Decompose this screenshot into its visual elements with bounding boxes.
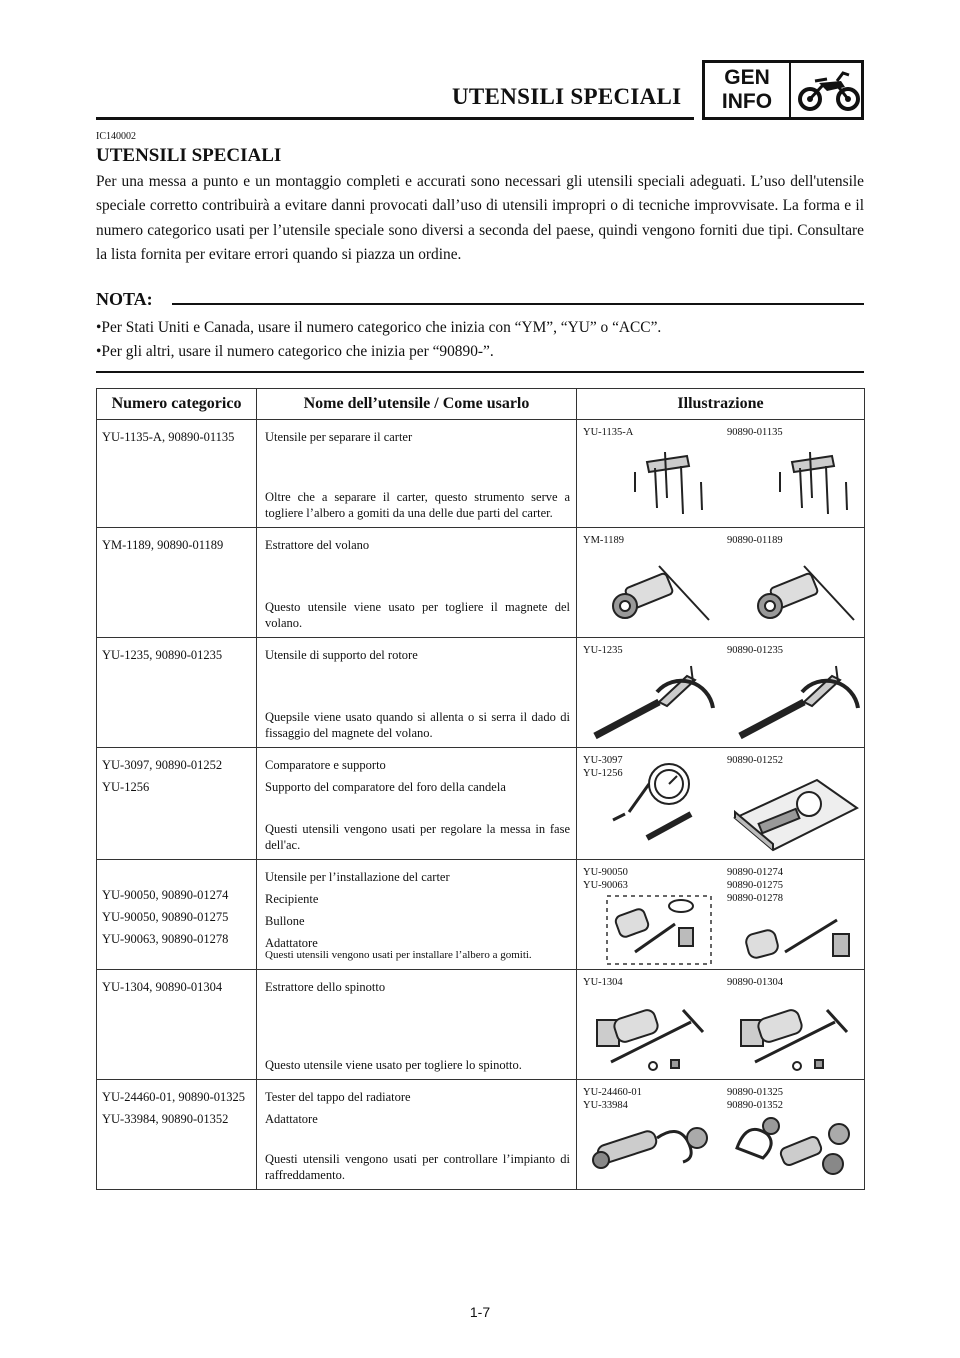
tool-description: Quepsile viene usato quando si allenta o si serra il dado di fissaggio del magnete del volano. <box>265 710 570 740</box>
tool-name: Utensile per l’installazione del carter <box>265 870 450 884</box>
tool-name: Tester del tappo del radiatore <box>265 1090 411 1104</box>
tool-name: Recipiente <box>265 892 319 906</box>
header-tool-name: Nome dell’utensile / Come usarlo <box>257 389 577 420</box>
table-row <box>97 528 865 638</box>
illustration-code: YU-1256 <box>583 768 623 779</box>
illustration-label <box>727 1086 783 1112</box>
nota-label: NOTA: <box>96 289 153 309</box>
table-row <box>97 638 865 748</box>
catalog-number: YU-1256 <box>102 780 150 794</box>
page-header-title: UTENSILI SPECIALI <box>452 84 682 109</box>
table-row <box>97 860 865 970</box>
tool-name-cell <box>257 420 577 528</box>
illustration-label: 90890-01235 <box>727 645 783 656</box>
illustration-code: YU-90050 <box>583 867 628 878</box>
illustration-label <box>583 1086 642 1112</box>
special-tools-table <box>96 388 865 1190</box>
tool-description: Questo utensile viene usato per togliere il magnete del volano. <box>265 600 570 630</box>
illustration-cell <box>577 860 865 970</box>
tool-description: Oltre che a separare il carter, questo strumento serve a togliere l’albero a gomiti da una delle due parti del carter. <box>265 490 570 520</box>
piston-pin-puller-drawing <box>591 996 717 1076</box>
table-header-row <box>97 389 865 420</box>
illustration-label: 90890-01304 <box>727 977 783 988</box>
nota-rule <box>172 303 864 305</box>
section-code: IC140002 <box>96 131 136 142</box>
table-row <box>97 970 865 1080</box>
catalog-number: YU-1304, 90890-01304 <box>102 980 223 994</box>
tool-name-cell <box>257 638 577 748</box>
illustration-cell <box>577 1080 865 1190</box>
page-number: 1-7 <box>469 1304 491 1320</box>
catalog-number-cell <box>97 528 257 638</box>
tool-name: Adattatore <box>265 1112 318 1126</box>
catalog-number-cell <box>97 1080 257 1190</box>
badge-separator <box>789 63 791 117</box>
catalog-number-cell <box>97 638 257 748</box>
catalog-number: YU-1235, 90890-01235 <box>102 648 223 662</box>
motorcycle-icon <box>797 67 861 113</box>
tool-description: Questi utensili vengono usati per regolare la messa in fase dell'ac. <box>265 822 570 852</box>
catalog-number-cell <box>97 860 257 970</box>
illustration-code: 90890-01275 <box>727 880 783 891</box>
tool-name-cell <box>257 748 577 860</box>
illustration-label: 90890-01135 <box>727 427 783 438</box>
tool-name: Utensile di supporto del rotore <box>265 648 418 662</box>
nota-bullet-text: Per gli altri, usare il numero categorico che inizia per “90890-”. <box>101 343 494 360</box>
illustration-code: YU-33984 <box>583 1100 628 1111</box>
illustration-code: 90890-01325 <box>727 1087 783 1098</box>
illustration-label: YU-1235 <box>583 645 623 656</box>
tool-name: Adattatore <box>265 936 318 950</box>
illustration-cell <box>577 748 865 860</box>
illustration-code: YU-24460-01 <box>583 1087 642 1098</box>
flywheel-puller-drawing <box>597 556 717 632</box>
catalog-number: YU-1135-A, 90890-01135 <box>102 430 235 444</box>
tool-name-cell <box>257 970 577 1080</box>
illustration-label <box>583 866 628 892</box>
header-illustration: Illustrazione <box>577 389 865 420</box>
catalog-number-cell <box>97 970 257 1080</box>
tool-name-cell <box>257 1080 577 1190</box>
catalog-number: YU-90050, 90890-01275 <box>102 910 229 924</box>
illustration-label: 90890-01189 <box>727 535 783 546</box>
illustration-label <box>727 866 783 905</box>
rotor-holder-drawing <box>732 662 862 744</box>
catalog-number: YU-90050, 90890-01274 <box>102 888 229 902</box>
radiator-cap-tester-drawing <box>727 1114 861 1180</box>
tool-name: Estrattore del volano <box>265 538 370 552</box>
table-row <box>97 1080 865 1190</box>
badge-line2: INFO <box>721 90 773 113</box>
badge-line1: GEN <box>724 66 770 89</box>
tool-description: Questi utensili vengono usati per installare l’albero a gomiti. <box>265 949 532 961</box>
tool-description: Questo utensile viene usato per togliere lo spinotto. <box>265 1058 522 1072</box>
tool-name: Comparatore e supporto <box>265 758 386 772</box>
nota-bullet: •Per Stati Uniti e Canada, usare il numero categorico che inizia con “YM”, “YU” o “ACC”. <box>96 319 662 336</box>
catalog-number-cell <box>97 420 257 528</box>
intro-paragraph: Per una messa a punto e un montaggio completi e accurati sono necessari gli utensili speciali adeguati. L’uso dell'utensile speciale corretto contribuirà a evitare danni provocati dall’uso di utensili impropri o di tecniche improvvisate. La forma e il numero categorico usati per l’utensile speciale sono diversi a seconda del paese, quindi vengono forniti due tipi. Consultare la lista fornita per evitare errori quando si piazza un ordine. <box>96 173 864 263</box>
nota-bottom-rule <box>96 371 864 373</box>
illustration-label: 90890-01252 <box>727 755 783 766</box>
tool-name: Bullone <box>265 914 305 928</box>
catalog-number: YU-24460-01, 90890-01325 <box>102 1090 246 1104</box>
illustration-code: YU-90063 <box>583 880 628 891</box>
catalog-number-cell <box>97 748 257 860</box>
nota-bullet: •Per gli altri, usare il numero categorico che inizia per “90890-”. <box>96 343 494 360</box>
illustration-code: 90890-01352 <box>727 1100 783 1111</box>
catalog-number: YU-33984, 90890-01352 <box>102 1112 229 1126</box>
dial-gauge-drawing <box>607 756 717 856</box>
table-row <box>97 420 865 528</box>
illustration-label: YU-1135-A <box>583 427 634 438</box>
crankshaft-installer-drawing <box>601 894 717 966</box>
piston-pin-puller-drawing <box>735 996 861 1076</box>
section-title: UTENSILI SPECIALI <box>96 145 282 166</box>
badge-label <box>711 66 783 114</box>
crankcase-separator-drawing <box>772 448 862 520</box>
rotor-holder-drawing <box>587 662 717 744</box>
flywheel-puller-drawing <box>742 556 862 632</box>
tool-name: Utensile per separare il carter <box>265 430 413 444</box>
tool-name-cell <box>257 528 577 638</box>
table-row <box>97 748 865 860</box>
illustration-cell <box>577 528 865 638</box>
illustration-code: YU-3097 <box>583 755 623 766</box>
crankcase-separator-drawing <box>627 448 717 520</box>
tool-name: Estrattore dello spinotto <box>265 980 386 994</box>
gauge-case-drawing <box>729 770 861 854</box>
nota-bullet-text: Per Stati Uniti e Canada, usare il numero categorico che inizia con “YM”, “YU” o “ACC”. <box>101 319 662 336</box>
tool-name: Supporto del comparatore del foro della candela <box>265 780 506 794</box>
header-catalog-number: Numero categorico <box>97 389 257 420</box>
illustration-label: YU-1304 <box>583 977 623 988</box>
illustration-code: 90890-01278 <box>727 893 783 904</box>
illustration-cell <box>577 420 865 528</box>
catalog-number: YU-90063, 90890-01278 <box>102 932 229 946</box>
catalog-number: YM-1189, 90890-01189 <box>102 538 224 552</box>
tool-name-cell <box>257 860 577 970</box>
radiator-cap-tester-drawing <box>587 1118 717 1178</box>
illustration-label: YM-1189 <box>583 535 625 546</box>
catalog-number: YU-3097, 90890-01252 <box>102 758 223 772</box>
gen-info-badge <box>702 60 864 120</box>
illustration-cell <box>577 638 865 748</box>
header-rule <box>96 117 694 120</box>
crankshaft-installer-drawing <box>737 912 861 968</box>
tool-description: Questi utensili vengono usati per controllare l’impianto di raffreddamento. <box>265 1152 570 1182</box>
illustration-code: 90890-01274 <box>727 867 783 878</box>
illustration-cell <box>577 970 865 1080</box>
